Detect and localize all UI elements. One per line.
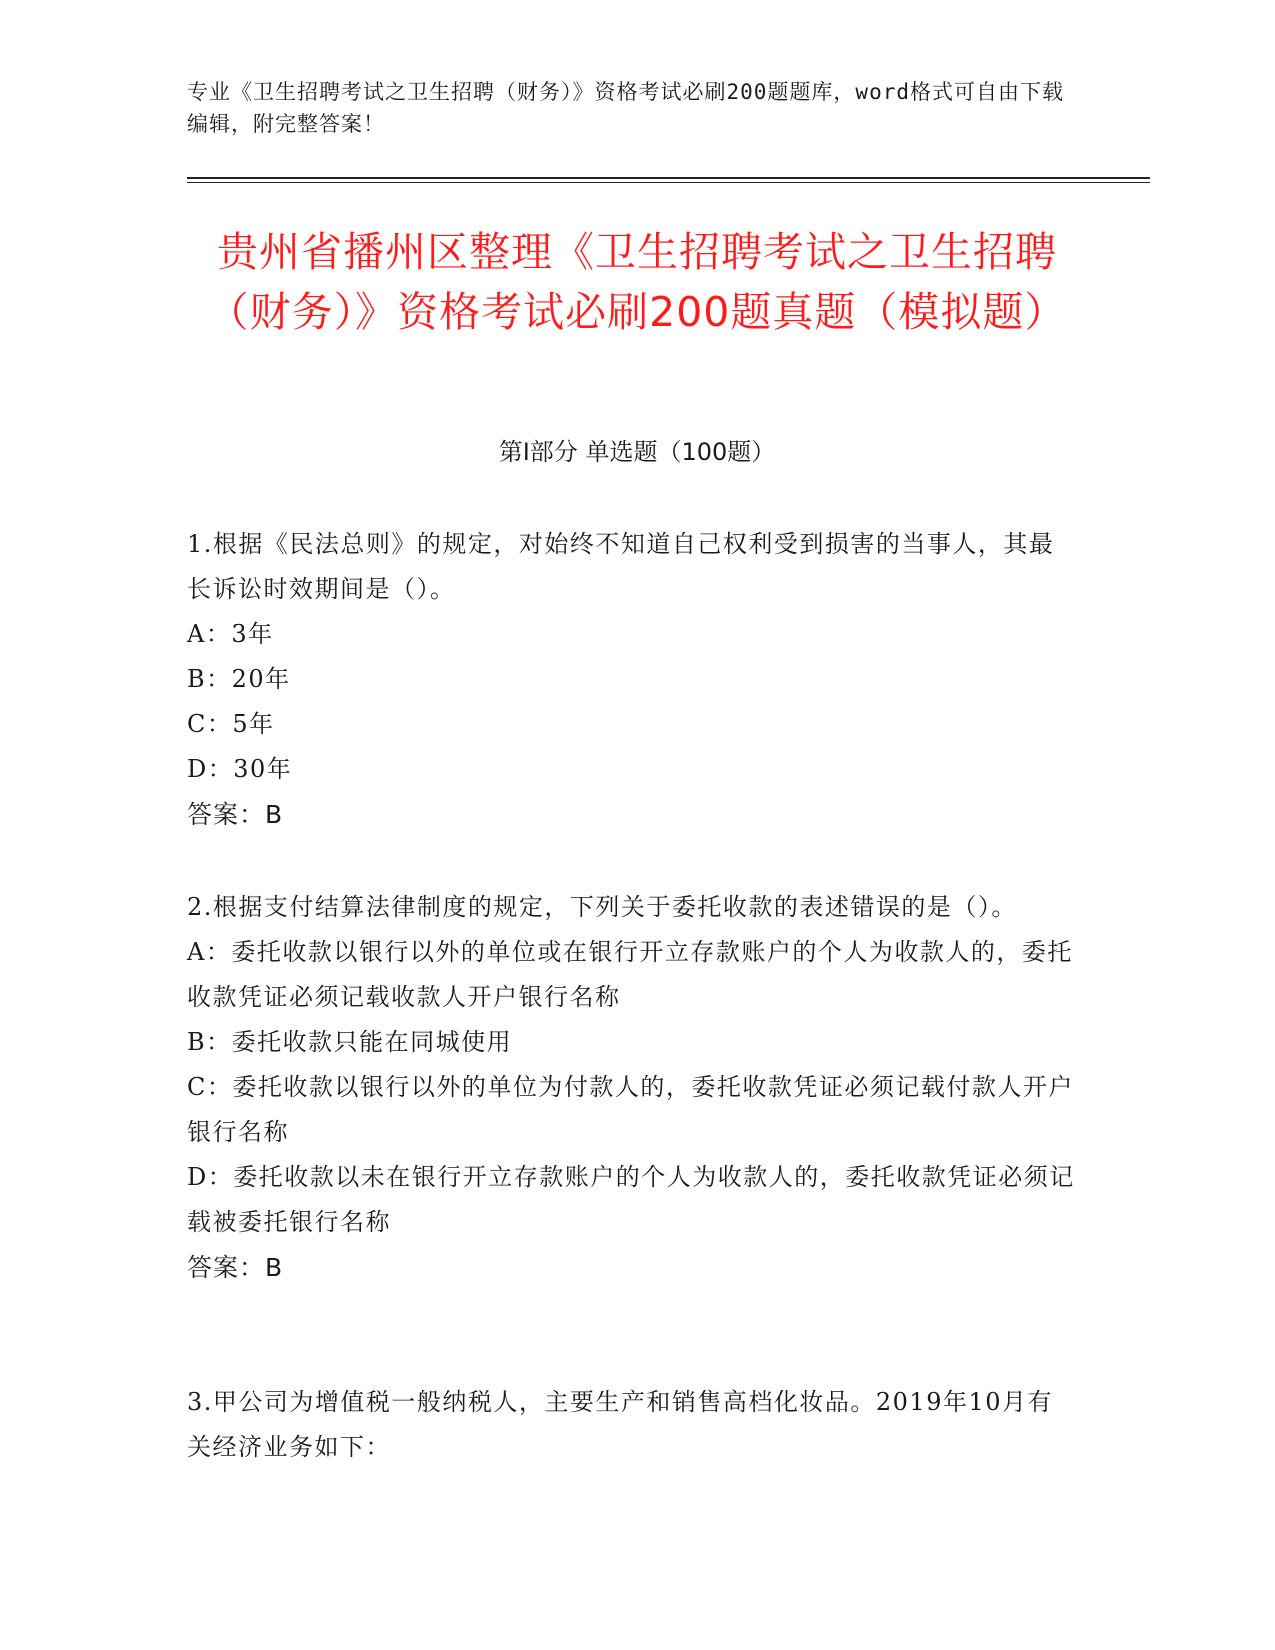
answer: 答案：B [187,1253,284,1282]
question-stem: 3.甲公司为增值税一般纳税人，主要生产和销售高档化妆品。2019年10月有关经济业务如下： [187,1388,1054,1461]
option-b: B：20年 [187,665,291,693]
option-c: C：5年 [187,710,275,738]
question-stem: 2.根据支付结算法律制度的规定，下列关于委托收款的表述错误的是（）。 [187,893,1017,921]
header-note: 专业《卫生招聘考试之卫生招聘（财务）》资格考试必刷200题题库，word格式可自由下载编辑，附完整答案！ [187,80,1064,136]
option-d: D：30年 [187,755,293,783]
header-divider-thin [187,182,1150,183]
option-b: B：委托收款只能在同城使用 [187,1028,513,1056]
option-a: A：3年 [187,620,274,648]
option-c: C：委托收款以银行以外的单位为付款人的，委托收款凭证必须记载付款人开户银行名称 [187,1073,1074,1146]
question-2 [187,885,1077,1290]
answer: 答案：B [187,800,284,829]
option-d: D：委托收款以未在银行开立存款账户的个人为收款人的，委托收款凭证必须记载被委托银行名称 [187,1163,1075,1236]
section-title: 第Ⅰ部分 单选题（100题） [498,438,776,466]
question-stem: 1.根据《民法总则》的规定，对始终不知道自己权利受到损害的当事人，其最长诉讼时效期间是（）。 [187,530,1055,603]
question-1 [187,522,1077,837]
question-3 [187,1380,1077,1470]
header-divider [187,177,1150,179]
option-a: A：委托收款以银行以外的单位或在银行开立存款账户的个人为收款人的，委托收款凭证必须记载收款人开户银行名称 [187,938,1073,1011]
document-title: 贵州省播州区整理《卫生招聘考试之卫生招聘（财务）》资格考试必刷200题真题（模拟题） [207,228,1067,336]
